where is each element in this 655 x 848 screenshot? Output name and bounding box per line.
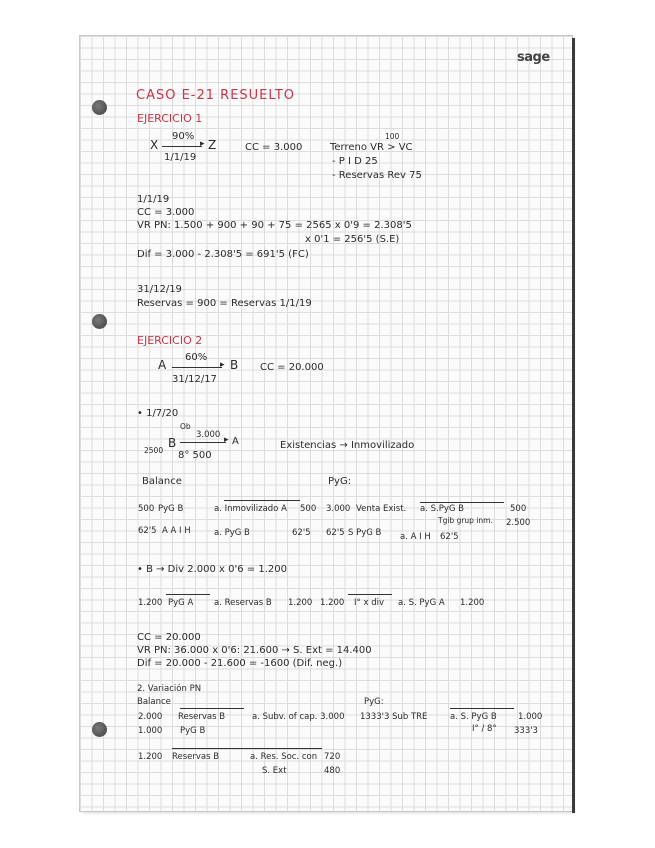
v3-amount: 1.200 [138,752,163,762]
r1-amount: 500 [138,504,155,514]
v3-credit: a. Res. Soc. con [250,752,318,762]
arrow-head-3: ▸ [224,435,229,445]
v2-debit: PyG B [180,726,206,736]
company-b: B [230,358,239,372]
v1-credit: a. Subv. of cap. 3.000 [252,712,345,722]
r3-credit: a. Reservas B [214,598,272,608]
company-b-2: B [168,436,177,450]
v3-amount-3: 480 [324,766,341,776]
terreno-line: Terreno VR > VC [330,142,413,153]
pyg-label-2: PyG: [364,697,384,707]
vr-pn-line: VR PN: 1.500 + 900 + 90 + 75 = 2565 x 0'9 = 2.308'5 [137,220,412,231]
date-line-2: 1/1/19 [137,194,170,205]
dif-line-2: Dif = 20.000 - 21.600 = -1600 (Dif. neg.) [137,658,343,669]
pid-line: - P I D 25 [332,156,378,167]
r1-debit: PyG B [158,504,184,514]
r3-pyg-4: 1.200 [460,598,485,608]
cc-line-3: CC = 20.000 [137,632,201,643]
variacion-pn-heading: 2. Variación PN [137,684,202,694]
pyg-label: PyG: [328,476,352,487]
page-title: CASO E-21 RESUELTO [136,88,296,103]
socio-externo-line: x 0'1 = 256'5 (S.E) [305,234,400,245]
r1-pyg-3: a. S.PyG B [420,504,464,514]
company-z: Z [208,138,217,152]
v1-pyg-1: 1333'3 Sub TRE [360,712,428,722]
v1-rule-2 [450,708,514,709]
balance-label-2: Balance [137,697,171,707]
reservas-line: - Reservas Rev 75 [332,170,422,181]
r1-pyg-1: 3.000 [326,504,351,514]
r1-pyg-2: Venta Exist. [356,504,407,514]
exercise-1-heading: EJERCICIO 1 [137,112,203,125]
v2-pyg: I° / 8° [472,724,497,734]
arrow-line [162,146,202,147]
r1-pyg-4: 500 [510,504,527,514]
r1-rule [224,500,300,501]
dividend-text: B → Div 2.000 x 0'6 = 1.200 [146,564,287,575]
r3-rule [166,594,210,595]
arrow-head-2: ▸ [220,360,225,370]
tgrup-line: Tgib grup inm. [438,516,493,525]
r3-pyg-1: 1.200 [320,598,345,608]
v3-socio-externo: S. Ext [262,766,287,776]
hundred-note: 100 [385,132,400,141]
r2-amount: 62'5 [138,526,157,536]
arrow-head: ▸ [200,139,205,149]
v3-debit: Reservas B [172,752,220,762]
cc-line-2: CC = 3.000 [137,207,195,218]
tgrup-amount: 2.500 [506,518,531,528]
binder-hole-3 [92,722,107,737]
v1-amount: 2.000 [138,712,163,722]
dividend-line: • B → Div 2.000 x 0'6 = 1.200 [137,564,287,575]
company-x: X [150,138,159,152]
v1-pyg-3: 1.000 [518,712,543,722]
r3-amount-2: 1.200 [288,598,313,608]
exercise-2-heading: EJERCICIO 2 [137,334,203,347]
r1-credit: a. Inmovilizado A [214,504,287,514]
vr-pn-line-2: VR PN: 36.000 x 0'6: 21.600 → S. Ext = 14.400 [137,645,372,656]
r2-pyg-1: 62'5 [326,528,345,538]
r2-pyg-4: 62'5 [440,532,459,542]
acq-date: 1/1/19 [164,152,197,163]
v1-pyg-2: a. S. PyG B [450,712,497,722]
existencias-line: Existencias → Inmovilizado [280,440,415,451]
v3-rule [172,748,322,749]
bullet-date: • 1/7/20 [137,408,179,419]
company-a: A [158,358,167,372]
r3-amount: 1.200 [138,598,163,608]
binder-hole-2 [92,314,107,329]
cc-value: CC = 3.000 [245,142,303,153]
v1-rule [180,708,244,709]
r2-credit: a. PyG B [214,528,250,538]
brand-logo: sage [517,50,550,65]
r3-debit: PyG A [168,598,194,608]
r2-amount-2: 62'5 [292,528,311,538]
v2-pyg-2: 333'3 [514,726,538,736]
page-edge-shadow [572,38,575,813]
r1-rule-2 [420,502,504,503]
r2-pyg-3: a. A I H [400,532,431,542]
v3-amount-2: 720 [324,752,341,762]
cc-value-2: CC = 20.000 [260,362,324,373]
date-line-3: 31/12/19 [137,284,182,295]
r2-pyg-2: S PyG B [348,528,382,538]
notebook-page [80,36,572,811]
ownership-pct-2: 60% [185,352,208,363]
company-a-2: A [232,436,239,447]
r2-debit: A A I H [162,526,191,536]
profit-500: 8° 500 [178,450,212,461]
r3-pyg-3: a. S. PyG A [398,598,445,608]
acq-date-2: 31/12/17 [172,374,217,385]
sale-amount: 3.000 [196,430,221,440]
v2-amount: 1.000 [138,726,163,736]
ob-label: Ob [180,422,191,431]
arrow-line-3 [180,442,226,443]
binder-hole-1 [92,100,107,115]
r3-pyg-2: I° x div [354,598,384,608]
reservas-eq-line: Reservas = 900 = Reservas 1/1/19 [137,298,312,309]
diferencia-line: Dif = 3.000 - 2.308'5 = 691'5 (FC) [137,249,309,260]
bullet-date-text: 1/7/20 [146,408,179,419]
cost-2500: 2500 [144,446,164,455]
r1-amount-2: 500 [300,504,317,514]
v1-debit: Reservas B [178,712,226,722]
arrow-line-2 [172,367,222,368]
ownership-pct: 90% [172,131,195,142]
balance-label: Balance [142,476,182,487]
r3-rule-2 [348,594,392,595]
